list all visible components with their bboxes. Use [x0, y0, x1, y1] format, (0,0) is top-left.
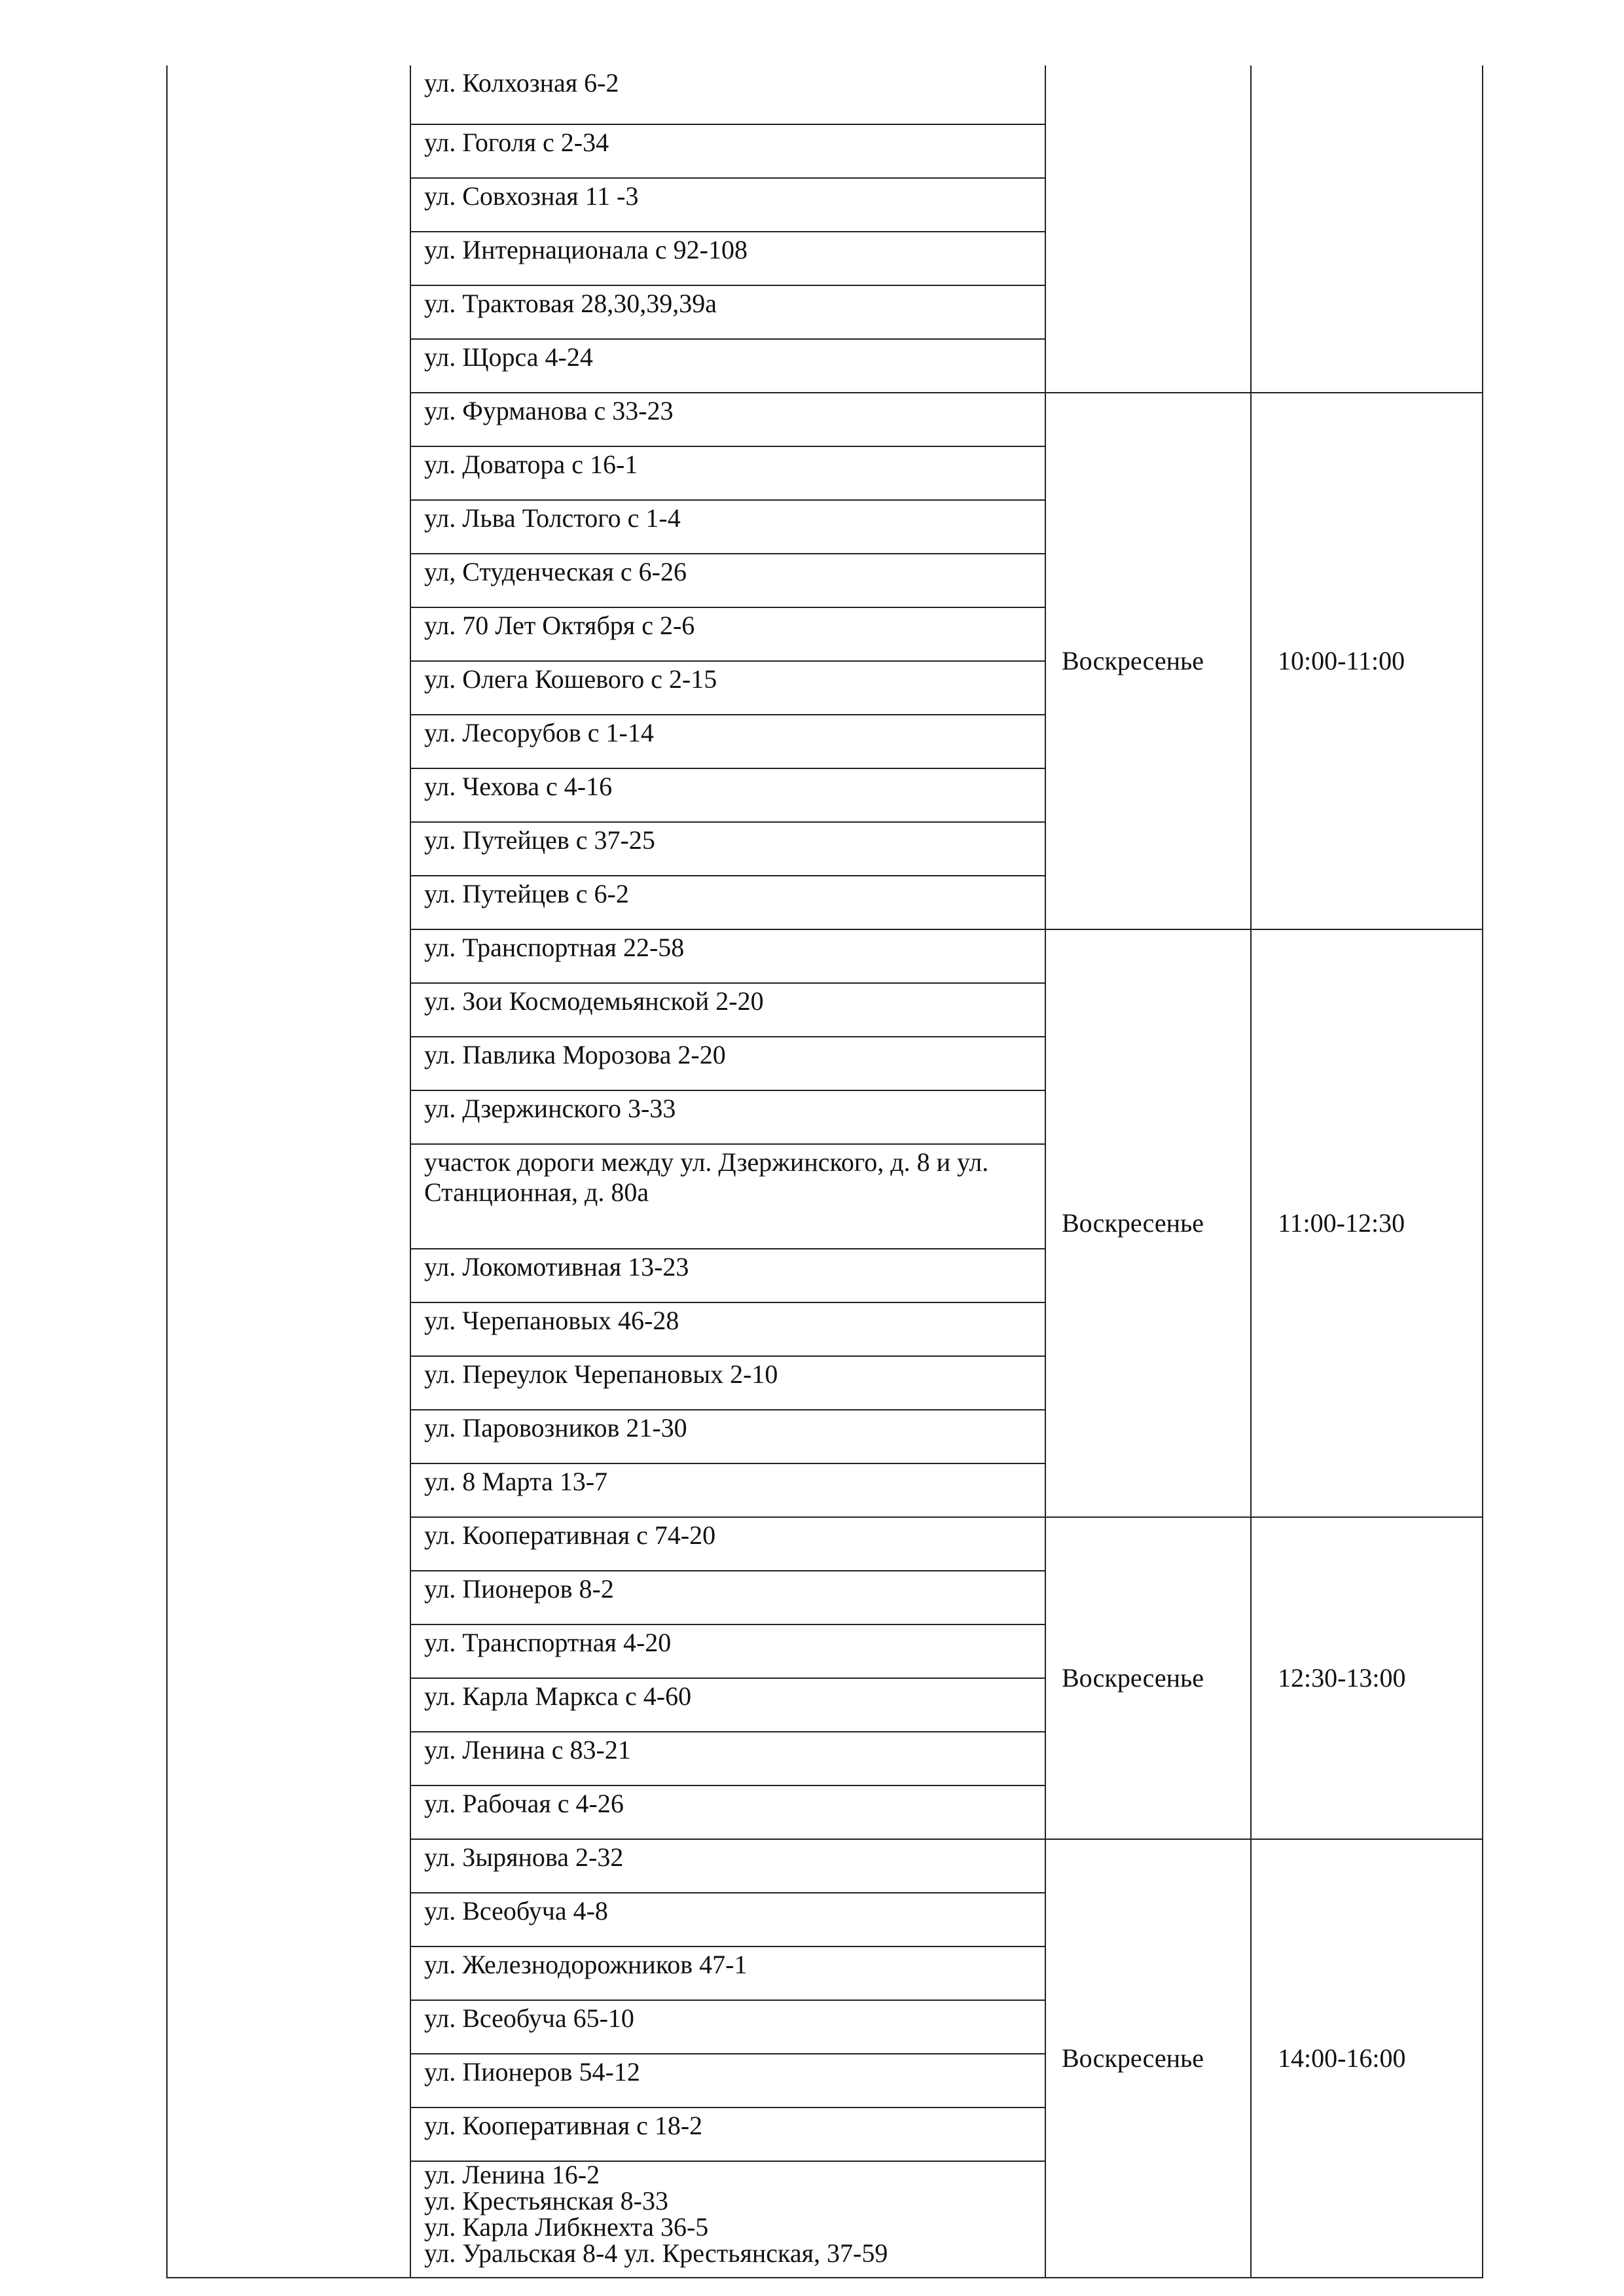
- street-label: участок дороги между ул. Дзержинского, д. 8 и ул. Станционная, д. 80а: [424, 1147, 989, 1207]
- street-label: ул. Совхозная 11 -3: [424, 181, 639, 211]
- street-label: ул. Паровозников 21-30: [424, 1413, 687, 1443]
- table-row: [167, 929, 1483, 983]
- street-label: ул. Путейцев с 6-2: [424, 879, 629, 908]
- street-cell: [410, 1410, 1045, 1463]
- street-cell: [410, 607, 1045, 661]
- street-label: ул. Переулок Черепановых 2-10: [424, 1359, 778, 1389]
- street-label: ул. Всеобуча 65-10: [424, 2003, 634, 2033]
- street-cell: [410, 339, 1045, 393]
- street-cell: [410, 2054, 1045, 2108]
- street-label: ул, Студенческая с 6-26: [424, 557, 687, 586]
- day-cell: Воскресенье: [1045, 929, 1251, 1517]
- area-cell: [167, 65, 410, 393]
- time-cell: 12:30-13:00: [1251, 1517, 1483, 1839]
- area-cell: [167, 1839, 410, 2278]
- street-cell: [410, 65, 1045, 124]
- street-label: ул. Доватора с 16-1: [424, 450, 638, 479]
- street-cell: [410, 1463, 1045, 1517]
- street-label: ул. Путейцев с 37-25: [424, 825, 655, 855]
- street-label: ул. Транспортная 22-58: [424, 933, 685, 962]
- time-cell: 10:00-11:00: [1251, 393, 1483, 929]
- street-cell: [410, 2108, 1045, 2161]
- street-cell: [410, 661, 1045, 715]
- street-label: ул. Олега Кошевого с 2-15: [424, 664, 717, 694]
- street-label: ул. Фурманова с 33-23: [424, 396, 674, 425]
- street-label: ул. Уральская 8-4 ул. Крестьянская, 37-59: [424, 2238, 888, 2268]
- street-cell: [410, 1144, 1045, 1249]
- street-cell: [410, 983, 1045, 1037]
- street-cell: [410, 1678, 1045, 1732]
- street-cell: [410, 1624, 1045, 1678]
- schedule-table: [166, 65, 1483, 2278]
- street-cell: [410, 1571, 1045, 1624]
- street-cell: [410, 929, 1045, 983]
- street-label: ул. Лесорубов с 1-14: [424, 718, 654, 747]
- street-label: ул. Трактовая 28,30,39,39а: [424, 289, 717, 318]
- street-label: ул. Зои Космодемьянской 2-20: [424, 986, 764, 1016]
- street-label: ул. 70 Лет Октября с 2-6: [424, 611, 695, 640]
- street-label: ул. Кооперативная с 74-20: [424, 1520, 716, 1550]
- street-label: ул. Кооперативная с 18-2: [424, 2111, 703, 2140]
- street-label: ул. Ленина с 83-21: [424, 1735, 631, 1765]
- street-label: ул. Транспортная 4-20: [424, 1628, 672, 1657]
- street-label: ул. Локомотивная 13-23: [424, 1252, 689, 1282]
- street-cell: [410, 124, 1045, 178]
- street-label: ул. Пионеров 54-12: [424, 2057, 640, 2087]
- street-cell: [410, 1037, 1045, 1090]
- street-cell: [410, 446, 1045, 500]
- street-cell: [410, 1785, 1045, 1839]
- street-label: ул. Зырянова 2-32: [424, 1842, 624, 1872]
- table-row: [167, 393, 1483, 446]
- area-cell: [167, 1517, 410, 1839]
- street-label: ул. Пионеров 8-2: [424, 1574, 614, 1604]
- street-label: ул. Дзержинского 3-33: [424, 1094, 676, 1123]
- street-cell: [410, 1732, 1045, 1785]
- street-cell: [410, 1249, 1045, 1302]
- street-cell: [410, 554, 1045, 607]
- table-row: [167, 1517, 1483, 1571]
- street-cell: [410, 1090, 1045, 1144]
- street-label: ул. Ленина 16-2: [424, 2160, 600, 2189]
- street-cell: [410, 500, 1045, 554]
- street-label: ул. Павлика Морозова 2-20: [424, 1040, 726, 1069]
- street-label: ул. Черепановых 46-28: [424, 1306, 679, 1335]
- street-cell: [410, 1517, 1045, 1571]
- street-cell: [410, 393, 1045, 446]
- area-cell: [167, 393, 410, 929]
- table-row: [167, 1839, 1483, 1893]
- street-label: ул. Гоголя с 2-34: [424, 128, 609, 157]
- street-cell: [410, 1302, 1045, 1356]
- street-label: ул. Карла Либкнехта 36-5: [424, 2212, 709, 2242]
- day-cell: [1045, 65, 1251, 393]
- street-cell: [410, 822, 1045, 876]
- street-label: ул. Железнодорожников 47-1: [424, 1950, 748, 1979]
- street-label: ул. Рабочая с 4-26: [424, 1789, 624, 1818]
- street-cell: [410, 2000, 1045, 2054]
- time-cell: 14:00-16:00: [1251, 1839, 1483, 2278]
- street-label: ул. Чехова с 4-16: [424, 772, 613, 801]
- street-cell: [410, 1946, 1045, 2000]
- day-cell: Воскресенье: [1045, 393, 1251, 929]
- street-label: ул. Интернационала с 92-108: [424, 235, 748, 264]
- street-cell: [410, 768, 1045, 822]
- street-label: ул. Льва Толстого с 1-4: [424, 503, 681, 533]
- area-cell: [167, 929, 410, 1517]
- time-cell: 11:00-12:30: [1251, 929, 1483, 1517]
- street-label: ул. Крестьянская 8-33: [424, 2186, 668, 2215]
- street-label: ул. Щорса 4-24: [424, 342, 593, 372]
- street-label: ул. Колхозная 6-2: [424, 68, 619, 98]
- day-cell: Воскресенье: [1045, 1839, 1251, 2278]
- street-cell: [410, 715, 1045, 768]
- street-cell: [410, 285, 1045, 339]
- street-cell: [410, 876, 1045, 929]
- street-cell: [410, 2161, 1045, 2278]
- day-cell: Воскресенье: [1045, 1517, 1251, 1839]
- street-cell: [410, 232, 1045, 285]
- street-cell: [410, 1839, 1045, 1893]
- street-label: ул. Всеобуча 4-8: [424, 1896, 608, 1926]
- time-cell: [1251, 65, 1483, 393]
- street-cell: [410, 1356, 1045, 1410]
- street-label: ул. Карла Маркса с 4-60: [424, 1681, 692, 1711]
- table-row: [167, 65, 1483, 124]
- street-label: ул. 8 Марта 13-7: [424, 1467, 608, 1496]
- street-cell: [410, 1893, 1045, 1946]
- street-cell: [410, 178, 1045, 232]
